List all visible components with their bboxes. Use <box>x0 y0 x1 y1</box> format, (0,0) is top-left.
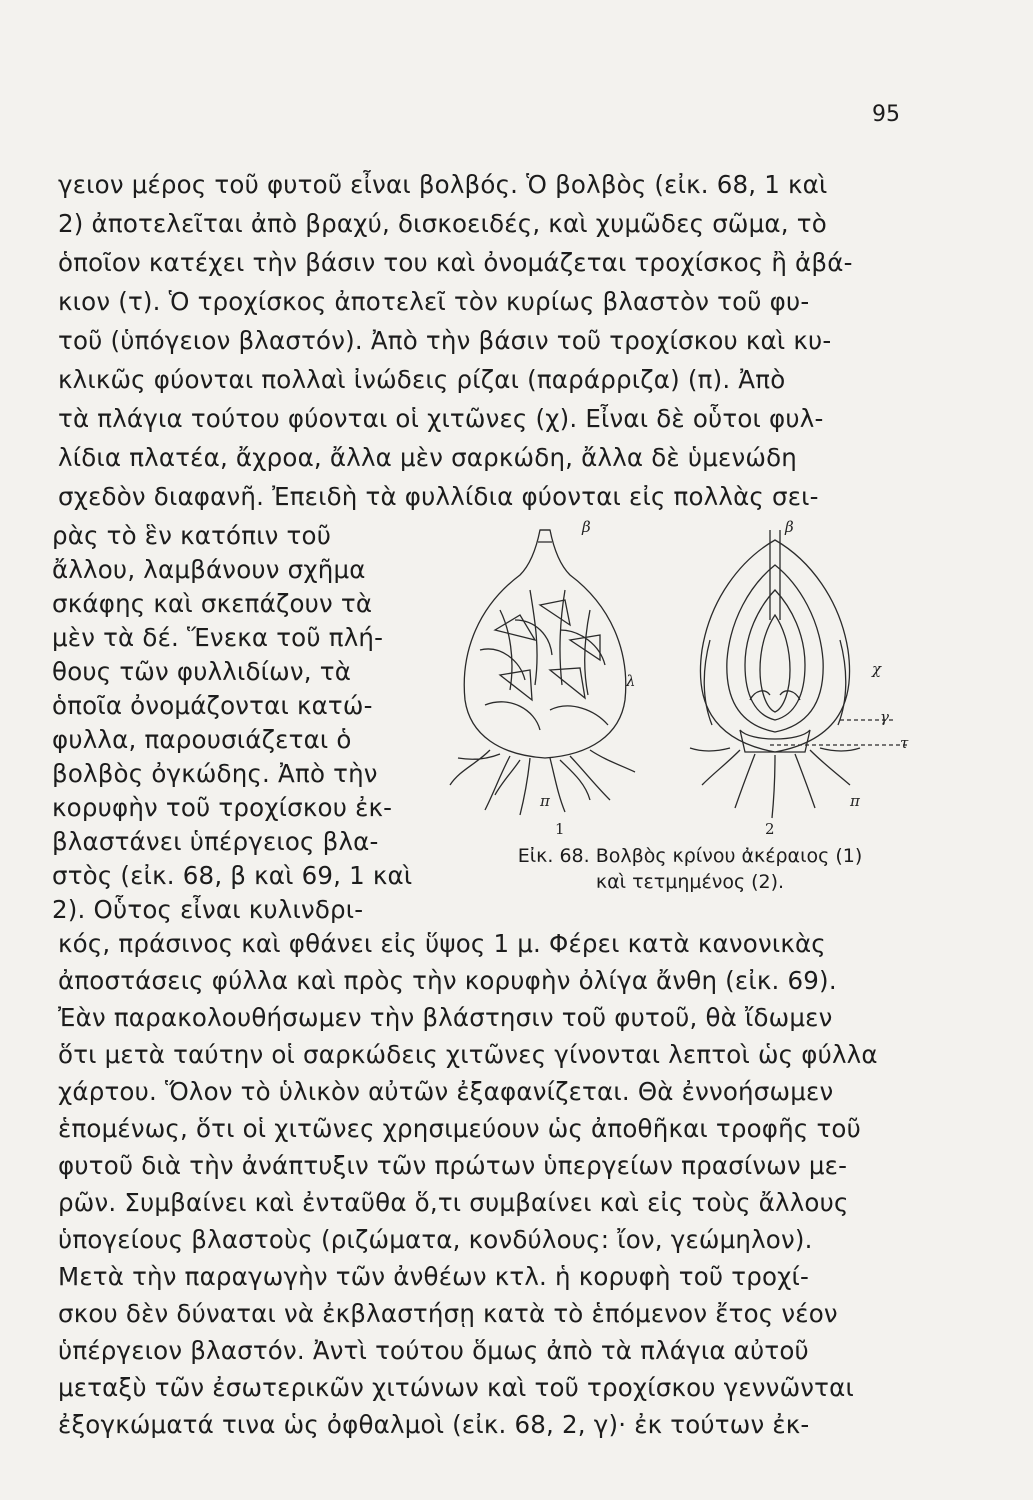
text-line: ὁποῖα ὀνομάζονται κατώ- <box>52 691 373 720</box>
text-line: σχεδὸν διαφανῆ. Ἐπειδὴ τὰ φυλλίδια φύονται εἰς πολλὰς σει- <box>58 482 819 511</box>
text-line: ὅτι μετὰ ταύτην οἱ σαρκώδεις χιτῶνες γίνονται λεπτοὶ ὡς φύλλα <box>58 1040 878 1069</box>
label-gamma: γ <box>880 708 889 726</box>
text-line: κιον (τ). Ὁ τροχίσκος ἀποτελεῖ τὸν κυρίως βλαστὸν τοῦ φυ- <box>58 287 810 316</box>
figure-caption <box>460 843 920 895</box>
label-tau: τ <box>900 734 909 752</box>
text-line: κλικῶς φύονται πολλαὶ ἰνώδεις ρίζαι (παράρριζα) (π). Ἀπὸ <box>58 365 786 394</box>
text-line: ρῶν. Συμβαίνει καὶ ἐνταῦθα ὅ,τι συμβαίνει καὶ εἰς τοὺς ἄλλους <box>58 1188 849 1217</box>
bulb-illustration <box>440 520 920 830</box>
text-line: ὑπέργειον βλαστόν. Ἀντὶ τούτου ὅμως ἀπὸ τὰ πλάγια αὐτοῦ <box>58 1336 809 1365</box>
text-line: κορυφὴν τοῦ τροχίσκου ἐκ- <box>52 793 393 822</box>
text-line: ἄλλου, λαμβάνουν σχῆμα <box>52 555 366 584</box>
text-line: 2). Οὗτος εἶναι κυλινδρι- <box>52 895 364 924</box>
text-line: μὲν τὰ δέ. Ἕνεκα τοῦ πλή- <box>52 623 384 652</box>
text-line: ὑπογείους βλαστοὺς (ριζώματα, κονδύλους: ἴον, γεώμηλον). <box>58 1225 813 1254</box>
text-line: στὸς (εἰκ. 68, β καὶ 69, 1 καὶ <box>52 861 413 890</box>
label-lambda: λ <box>626 672 636 690</box>
text-line: τὰ πλάγια τούτου φύονται οἱ χιτῶνες (χ). Εἶναι δὲ οὗτοι φυλ- <box>58 404 824 433</box>
label-chi: χ <box>872 660 882 678</box>
text-line: χάρτου. Ὅλον τὸ ὑλικὸν αὐτῶν ἐξαφανίζεται. Θὰ ἐννοήσωμεν <box>58 1077 834 1106</box>
text-line: βλαστάνει ὑπέργειος βλα- <box>52 827 379 856</box>
lily-bulb-figure <box>440 520 920 890</box>
label-beta-right: β <box>785 518 794 536</box>
page-number: 95 <box>872 102 900 127</box>
text-line: ἀποστάσεις φύλλα καὶ πρὸς τὴν κορυφὴν ὀλίγα ἄνθη (εἰκ. 69). <box>58 966 837 995</box>
text-line: τοῦ (ὑπόγειον βλαστόν). Ἀπὸ τὴν βάσιν τοῦ τροχίσκου καὶ κυ- <box>58 326 832 355</box>
caption-line-1: Εἰκ. 68. Βολβὸς κρίνου ἀκέραιος (1) <box>517 845 863 867</box>
text-line: Ἐὰν παρακολουθήσωμεν τὴν βλάστησιν τοῦ φυτοῦ, θὰ ἴδωμεν <box>58 1003 833 1032</box>
caption-line-2: καὶ τετμημένος (2). <box>595 871 785 893</box>
text-line: λίδια πλατέα, ἄχροα, ἄλλα μὲν σαρκώδη, ἄλλα δὲ ὑμενώδη <box>58 443 797 472</box>
text-line: Μετὰ τὴν παραγωγὴν τῶν ἀνθέων κτλ. ἡ κορυφὴ τοῦ τροχί- <box>58 1262 810 1291</box>
label-pi-left: π <box>540 792 550 810</box>
label-pi-right: π <box>850 792 860 810</box>
text-line: φυλλα, παρουσιάζεται ὁ <box>52 725 352 754</box>
text-line: ἐξογκώματά τινα ὡς ὀφθαλμοὶ (εἰκ. 68, 2, γ)· ἐκ τούτων ἐκ- <box>58 1410 810 1439</box>
text-line: σκου δὲν δύναται νὰ ἐκβλαστήσῃ κατὰ τὸ ἑπόμενον ἔτος νέον <box>58 1299 838 1328</box>
text-line: κός, πράσινος καὶ φθάνει εἰς ὕψος 1 μ. Φέρει κατὰ κανονικὰς <box>58 929 826 958</box>
text-line: βολβὸς ὀγκώδης. Ἀπὸ τὴν <box>52 759 378 788</box>
text-line: ὁποῖον κατέχει τὴν βάσιν του καὶ ὀνομάζεται τροχίσκος ἢ ἀβά- <box>58 248 853 277</box>
text-line: μεταξὺ τῶν ἐσωτερικῶν χιτώνων καὶ τοῦ τροχίσκου γεννῶνται <box>58 1373 854 1402</box>
text-line: 2) ἀποτελεῖται ἀπὸ βραχύ, δισκοειδές, καὶ χυμῶδες σῶμα, τὸ <box>58 209 827 238</box>
label-num-2: 2 <box>765 820 775 838</box>
text-line: γειον μέρος τοῦ φυτοῦ εἶναι βολβός. Ὁ βολβὸς (εἰκ. 68, 1 καὶ <box>58 170 828 199</box>
label-beta-left: β <box>582 518 591 536</box>
text-line: ἑπομένως, ὅτι οἱ χιτῶνες χρησιμεύουν ὡς ἀποθῆκαι τροφῆς τοῦ <box>58 1114 861 1143</box>
text-line: ρὰς τὸ ἓν κατόπιν τοῦ <box>52 521 332 550</box>
label-num-1: 1 <box>555 820 565 838</box>
text-line: θους τῶν φυλλιδίων, τὰ <box>52 657 352 686</box>
text-line: σκάφης καὶ σκεπάζουν τὰ <box>52 589 373 618</box>
text-line: φυτοῦ διὰ τὴν ἀνάπτυξιν τῶν πρώτων ὑπεργείων πρασίνων με- <box>58 1151 848 1180</box>
